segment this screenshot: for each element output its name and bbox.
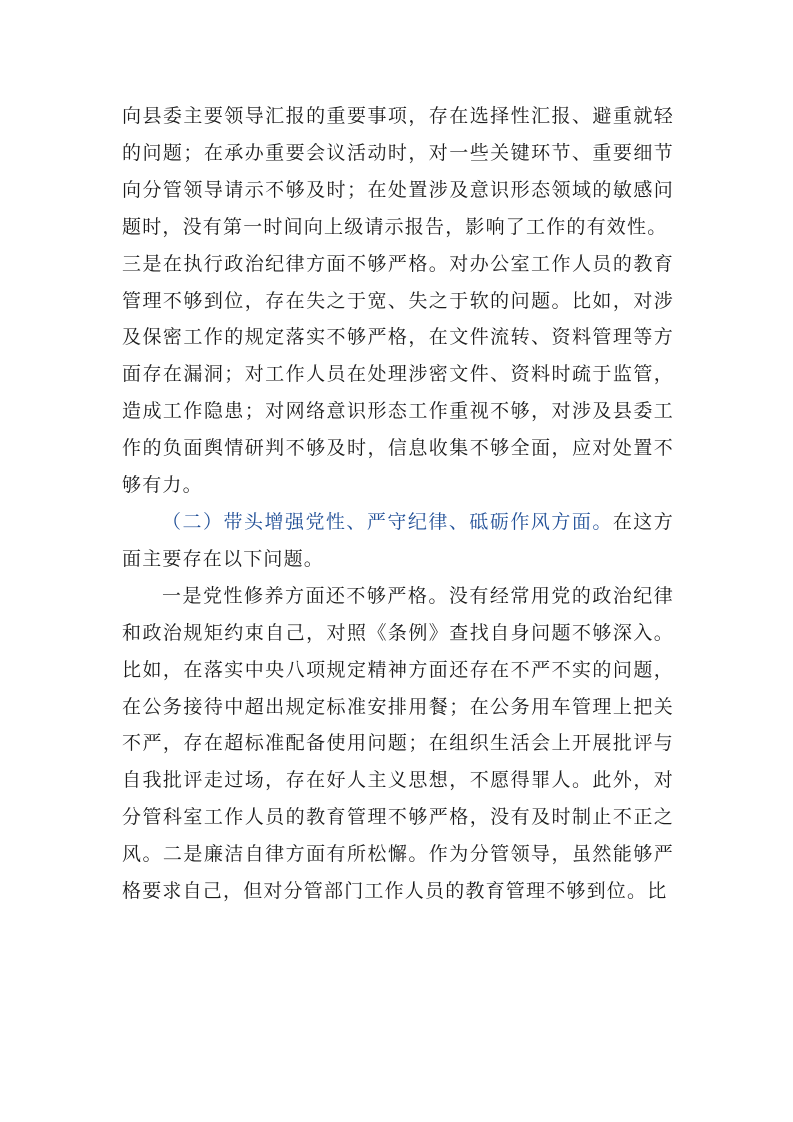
paragraph-text: 党性修养方面还不够严格。没有经常用党的政治纪律和政治规矩约束自己，对照《条例》查找自身问题不够深入。比如，在落实中央八项规定精神方面还存在不严不实的问题，在公务接待中超出规定标准安排用餐；在公务用车管理上把关不严，存在超标准配备使用问题；在组织生活会上开展批评与自我批评走过场，存在好人主义思想，不愿得罪人。此外，对分管科室工作人员的教育管理不够严格，没有及时制止不正之风。 xyxy=(122,584,674,866)
section-heading: （二）带头增强党性、严守纪律、砥砺作风方面。 xyxy=(162,510,613,533)
paragraph-reporting-issues xyxy=(122,98,674,246)
point-lead-one: 一是 xyxy=(162,584,203,607)
paragraph-text: 在这方面主要存在以下问题。 xyxy=(122,510,674,570)
point-lead-three: 三是 xyxy=(122,252,163,275)
paragraph-text: 廉洁自律方面有所松懈。作为分管领导，虽然能够严格要求自己，但对分管部门工作人员的教育管理不够到位。比 xyxy=(122,843,674,903)
document-page xyxy=(122,98,674,910)
point-lead-two: 二是 xyxy=(162,843,204,866)
section-two-intro xyxy=(122,504,674,578)
paragraph-text: 向县委主要领导汇报的重要事项，存在选择性汇报、避重就轻的问题；在承办重要会议活动时，对一些关键环节、重要细节向分管领导请示不够及时；在处置涉及意识形态领域的敏感问题时，没有第一时间向上级请示报告，影响了工作的有效性。 xyxy=(122,105,674,238)
paragraph-text: 在执行政治纪律方面不够严格。对办公室工作人员的教育管理不够到位，存在失之于宽、失之于软的问题。比如，对涉及保密工作的规定落实不够严格，在文件流转、资料管理等方面存在漏洞；对工作人员在处理涉密文件、资料时疏于监管，造成工作隐患；对网络意识形态工作重视不够，对涉及县委工作的负面舆情研判不够及时，信息收集不够全面，应对处置不够有力。 xyxy=(122,252,674,497)
paragraph-political-discipline xyxy=(122,246,674,504)
paragraph-party-spirit xyxy=(122,578,674,910)
